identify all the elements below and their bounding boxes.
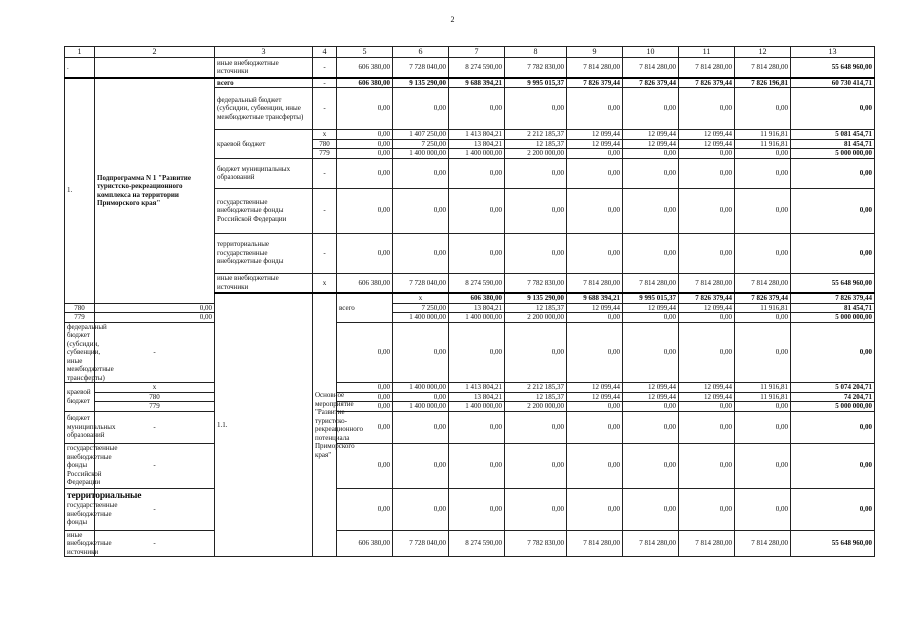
source-label: государственные внебюджетные фонды Российской Федерации [65,443,95,488]
value-cell: 0,00 [567,313,623,323]
value-cell: 1 400 000,00 [393,149,449,159]
total-cell: 0,00 [791,411,875,443]
value-cell: 9 995 015,37 [623,293,679,303]
value-cell: 7 728 040,00 [393,530,449,557]
total-cell: 60 730 414,71 [791,78,875,88]
value-cell: 1 407 250,00 [393,130,449,140]
value-cell: 7 728 040,00 [393,273,449,293]
code-cell: - [95,443,215,488]
value-cell: 7 826 379,44 [679,293,735,303]
column-header: 1 [65,47,95,58]
source-label: всего [337,293,393,322]
value-cell: 12 099,44 [567,383,623,393]
value-cell: 7 814 280,00 [679,530,735,557]
value-cell: 0,00 [449,233,505,273]
value-cell: 11 916,81 [735,139,791,149]
value-cell: 0,00 [567,488,623,530]
value-cell: 0,00 [679,149,735,159]
value-cell: 0,00 [337,443,393,488]
value-cell: 0,00 [623,188,679,233]
table-row [65,322,875,383]
value-cell: 9 995 015,37 [505,78,567,88]
section-title: Основное мероприятие "Развитие туристско-рекреационного потенциала Приморского края" [313,293,337,557]
value-cell: 0,00 [95,313,215,323]
value-cell: 0,00 [449,488,505,530]
value-cell: 0,00 [679,88,735,130]
value-cell: 0,00 [567,158,623,188]
value-cell: 2 212 185,37 [505,130,567,140]
value-cell: 0,00 [679,188,735,233]
value-cell: 12 099,44 [567,139,623,149]
value-cell: 7 250,00 [393,303,449,313]
value-cell: 12 099,44 [679,392,735,402]
value-cell: 12 099,44 [679,383,735,393]
value-cell: 1 400 000,00 [393,313,449,323]
value-cell: 0,00 [679,488,735,530]
source-label: иные внебюджетные источники [65,530,95,557]
code-cell: 780 [65,303,95,313]
value-cell: 606 380,00 [449,293,505,303]
value-cell: 12 099,44 [679,303,735,313]
value-cell: 2 200 000,00 [505,149,567,159]
value-cell: 0,00 [337,322,393,383]
value-cell: 0,00 [623,411,679,443]
code-cell: x [393,293,449,303]
table-row [65,530,875,557]
code-cell: - [95,322,215,383]
total-cell: 5 000 000,00 [791,402,875,412]
column-header: 4 [313,47,337,58]
value-cell: 0,00 [735,488,791,530]
value-cell: 13 804,21 [449,139,505,149]
code-cell: x [95,383,215,393]
value-cell: 0,00 [337,488,393,530]
value-cell: 0,00 [449,322,505,383]
value-cell: 0,00 [393,88,449,130]
value-cell: 0,00 [679,402,735,412]
value-cell: 11 916,81 [735,383,791,393]
value-cell: 7 814 280,00 [623,530,679,557]
budget-table [64,46,875,557]
value-cell: 7 814 280,00 [735,58,791,78]
value-cell: 11 916,81 [735,130,791,140]
value-cell: 0,00 [679,443,735,488]
value-cell: 0,00 [393,158,449,188]
value-cell: 2 212 185,37 [505,383,567,393]
value-cell: 7 782 830,00 [505,58,567,78]
value-cell: 0,00 [735,88,791,130]
value-cell: 7 250,00 [393,139,449,149]
source-label: территориальные государственные внебюджетные фонды [215,233,313,273]
value-cell: 0,00 [505,443,567,488]
value-cell: 0,00 [567,88,623,130]
source-label: бюджет муниципальных образований [215,158,313,188]
value-cell: 8 274 590,00 [449,58,505,78]
value-cell: 0,00 [679,233,735,273]
value-cell: 0,00 [505,188,567,233]
value-cell: 0,00 [623,402,679,412]
source-label [65,488,142,530]
table-row [65,58,875,78]
code-cell: 779 [65,313,95,323]
value-cell: 0,00 [623,313,679,323]
total-cell: 0,00 [791,158,875,188]
value-cell: 0,00 [337,149,393,159]
value-cell: 606 380,00 [337,273,393,293]
column-header: 12 [735,47,791,58]
total-cell: 55 648 960,00 [791,530,875,557]
code-cell: 780 [95,392,215,402]
column-header: 13 [791,47,875,58]
column-header: 6 [393,47,449,58]
value-cell: 11 916,81 [735,303,791,313]
value-cell: 0,00 [505,488,567,530]
value-cell: 0,00 [393,322,449,383]
total-cell: 0,00 [791,88,875,130]
value-cell: 0,00 [337,188,393,233]
value-cell: 1 400 000,00 [393,402,449,412]
value-cell: 7 826 379,44 [567,78,623,88]
value-cell: 7 814 280,00 [735,273,791,293]
value-cell: 0,00 [567,322,623,383]
value-cell: 12 099,44 [567,130,623,140]
value-cell: 0,00 [449,88,505,130]
value-cell: 7 814 280,00 [567,273,623,293]
table-row [65,47,875,58]
table-row [65,488,875,530]
value-cell: 7 814 280,00 [567,530,623,557]
value-cell: 0,00 [449,158,505,188]
value-cell: 0,00 [337,158,393,188]
value-cell: 12 099,44 [679,130,735,140]
value-cell: 0,00 [505,233,567,273]
value-cell: 1 400 000,00 [449,149,505,159]
value-cell: 12 099,44 [567,303,623,313]
value-cell: 0,00 [95,303,215,313]
value-cell: 1 400 000,00 [449,313,505,323]
value-cell: 7 782 830,00 [505,273,567,293]
value-cell: 12 099,44 [623,139,679,149]
source-label: иные внебюджетные источники [215,273,313,293]
total-cell: 74 204,71 [791,392,875,402]
value-cell: 9 688 394,21 [567,293,623,303]
value-cell: 9 688 394,21 [449,78,505,88]
value-cell: 2 200 000,00 [505,402,567,412]
value-cell: 0,00 [567,411,623,443]
value-cell: 0,00 [393,488,449,530]
nr-cell: . [65,58,95,78]
value-cell: 7 826 379,44 [791,293,875,303]
value-cell: 7 782 830,00 [505,530,567,557]
value-cell: 0,00 [505,158,567,188]
table-row [65,402,875,412]
value-cell: 0,00 [337,139,393,149]
code-cell: - [313,233,337,273]
value-cell: 0,00 [449,443,505,488]
value-cell: 7 814 280,00 [623,273,679,293]
page-number: 2 [450,15,455,24]
source-label: иные внебюджетные источники [215,58,313,78]
total-cell: 55 648 960,00 [791,58,875,78]
table-row [65,303,875,313]
value-cell: 12 185,37 [505,392,567,402]
table-row [65,392,875,402]
section-number: 1. [65,78,95,304]
value-cell: 12 099,44 [623,303,679,313]
value-cell: 12 099,44 [623,383,679,393]
value-cell: 0,00 [505,322,567,383]
value-cell: 0,00 [337,233,393,273]
value-cell: 0,00 [567,188,623,233]
total-cell: 5 081 454,71 [791,130,875,140]
table-row [65,78,875,88]
value-cell: 0,00 [735,149,791,159]
total-cell: 0,00 [791,443,875,488]
code-cell: - [313,78,337,88]
value-cell: 606 380,00 [337,530,393,557]
value-cell: 7 826 379,44 [679,78,735,88]
value-cell: 13 804,21 [449,392,505,402]
value-cell: 0,00 [679,322,735,383]
value-cell: 0,00 [679,158,735,188]
column-header: 7 [449,47,505,58]
value-cell: 0,00 [735,188,791,233]
value-cell: 7 814 280,00 [735,530,791,557]
value-cell: 0,00 [393,233,449,273]
source-label: краевой бюджет [65,383,95,412]
total-cell: 0,00 [791,322,875,383]
value-cell: 0,00 [735,158,791,188]
column-header: 5 [337,47,393,58]
total-cell: 0,00 [791,233,875,273]
total-cell: 5 074 204,71 [791,383,875,393]
value-cell: 0,00 [337,411,393,443]
value-cell: 7 814 280,00 [679,273,735,293]
code-cell: - [95,411,215,443]
column-header: 9 [567,47,623,58]
source-label: краевой бюджет [215,130,313,159]
value-cell: 0,00 [505,88,567,130]
value-cell: 0,00 [567,149,623,159]
code-cell: 779 [313,149,337,159]
value-cell: 0,00 [393,188,449,233]
source-label: всего [215,78,313,88]
code-cell: 780 [313,139,337,149]
total-cell: 0,00 [791,488,875,530]
section-number: 1.1. [215,293,313,557]
value-cell: 0,00 [679,411,735,443]
value-cell: 606 380,00 [337,78,393,88]
value-cell: 0,00 [735,313,791,323]
table-row [65,411,875,443]
code-cell: x [313,130,337,140]
value-cell: 0,00 [735,411,791,443]
value-cell: 0,00 [337,392,393,402]
total-cell: 55 648 960,00 [791,273,875,293]
column-header: 8 [505,47,567,58]
value-cell: 0,00 [567,233,623,273]
value-cell: 2 200 000,00 [505,313,567,323]
total-cell: 81 454,71 [791,303,875,313]
value-cell: 11 916,81 [735,392,791,402]
value-cell: 0,00 [735,443,791,488]
value-cell: 7 814 280,00 [567,58,623,78]
source-label-rest: государственные внебюджетные фонды [67,501,118,527]
value-cell: 0,00 [449,188,505,233]
value-cell: 7 814 280,00 [623,58,679,78]
value-cell: 0,00 [567,443,623,488]
value-cell: 12 185,37 [505,139,567,149]
value-cell: 1 400 000,00 [393,383,449,393]
code-cell: x [313,273,337,293]
value-cell: 7 826 196,81 [735,78,791,88]
value-cell: 0,00 [735,402,791,412]
value-cell: 606 380,00 [337,58,393,78]
value-cell: 0,00 [735,233,791,273]
column-header: 3 [215,47,313,58]
total-cell: 5 000 000,00 [791,149,875,159]
value-cell: 0,00 [337,88,393,130]
total-cell: 5 000 000,00 [791,313,875,323]
source-label: государственные внебюджетные фонды Российской Федерации [215,188,313,233]
code-cell: - [313,188,337,233]
source-label: бюджет муниципальных образований [65,411,95,443]
value-cell: 13 804,21 [449,303,505,313]
column-header: 11 [679,47,735,58]
section-title: Подпрограмма N 1 "Развитие туристско-рекреационного комплекса на территории Приморского края" [95,78,215,304]
value-cell: 0,00 [623,88,679,130]
table-row [65,443,875,488]
section-cell [95,58,215,78]
table-row [65,383,875,393]
code-cell: 779 [95,402,215,412]
value-cell: 0,00 [623,443,679,488]
value-cell: 0,00 [567,402,623,412]
value-cell: 12 099,44 [623,392,679,402]
value-cell: 12 185,37 [505,303,567,313]
value-cell: 8 274 590,00 [449,273,505,293]
value-cell: 9 135 290,00 [505,293,567,303]
source-label: федеральный бюджет (субсидии, субвенции, иные межбюджетные трансферты) [215,88,313,130]
value-cell: 0,00 [393,392,449,402]
value-cell: 0,00 [623,149,679,159]
value-cell: 0,00 [679,313,735,323]
value-cell: 0,00 [393,443,449,488]
value-cell: 9 135 290,00 [393,78,449,88]
value-cell: 0,00 [337,402,393,412]
value-cell: 0,00 [337,383,393,393]
code-cell: - [313,158,337,188]
value-cell: 0,00 [623,233,679,273]
value-cell: 7 826 379,44 [623,78,679,88]
value-cell: 12 099,44 [679,139,735,149]
value-cell: 7 826 379,44 [735,293,791,303]
table-row [65,313,875,323]
value-cell: 0,00 [623,322,679,383]
value-cell: 7 728 040,00 [393,58,449,78]
value-cell: 0,00 [449,411,505,443]
value-cell: 7 814 280,00 [679,58,735,78]
code-cell: - [95,530,215,557]
column-header: 10 [623,47,679,58]
value-cell: 12 099,44 [567,392,623,402]
total-cell: 81 454,71 [791,139,875,149]
value-cell: 0,00 [623,488,679,530]
value-cell: 1 400 000,00 [449,402,505,412]
value-cell: 0,00 [735,322,791,383]
total-cell: 0,00 [791,188,875,233]
source-label-emphasis: территориальные [67,491,142,502]
value-cell: 1 413 804,21 [449,383,505,393]
value-cell: 0,00 [393,411,449,443]
code-cell: - [313,58,337,78]
value-cell: 12 099,44 [623,130,679,140]
column-header: 2 [95,47,215,58]
value-cell: 0,00 [505,411,567,443]
value-cell: 0,00 [337,130,393,140]
code-cell: - [95,488,215,530]
value-cell: 8 274 590,00 [449,530,505,557]
code-cell: - [313,88,337,130]
value-cell: 1 413 804,21 [449,130,505,140]
value-cell: 0,00 [623,158,679,188]
source-label: федеральный бюджет (субсидии, субвенции, иные межбюджетные трансферты) [65,322,95,383]
